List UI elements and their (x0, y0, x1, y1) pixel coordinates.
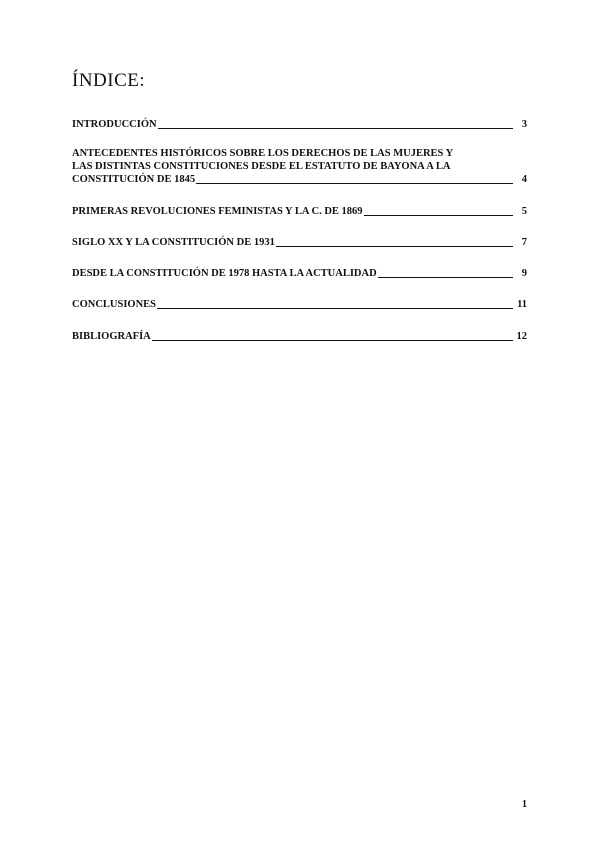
toc-entry-title-line: LAS DISTINTAS CONSTITUCIONES DESDE EL ESTATUTO DE BAYONA A LA (72, 161, 451, 172)
toc-leader-line (152, 339, 513, 341)
toc-entry-title: INTRODUCCIÓN (72, 119, 157, 130)
toc-entry-conclusiones[interactable] (72, 298, 527, 311)
toc-entry-introduccion[interactable] (72, 118, 527, 131)
toc-entry-page: 9 (521, 268, 527, 279)
toc-entry-page: 7 (521, 237, 527, 248)
toc-leader-line (378, 276, 513, 278)
toc-entry-title: CONCLUSIONES (72, 299, 157, 310)
toc-entry-title: BIBLIOGRAFÍA (72, 331, 151, 342)
toc-entry-siglo-xx[interactable] (72, 236, 527, 249)
toc-entry-title: PRIMERAS REVOLUCIONES FEMINISTAS Y LA C. DE 1869 (72, 206, 363, 217)
toc-leader-line (158, 127, 513, 129)
toc-entry-title-line: ANTECEDENTES HISTÓRICOS SOBRE LOS DERECHOS DE LAS MUJERES Y (72, 148, 454, 159)
toc-leader-line (364, 214, 513, 216)
toc-entry-antecedentes[interactable] (72, 147, 527, 186)
toc-entry-title: DESDE LA CONSTITUCIÓN DE 1978 HASTA LA ACTUALIDAD (72, 268, 377, 279)
toc-entry-page: 12 (516, 331, 527, 342)
toc-entry-title: CONSTITUCIÓN DE 1845 (72, 174, 196, 185)
toc-leader-line (196, 182, 513, 184)
toc-entry-page: 4 (521, 174, 527, 185)
toc-entry-bibliografia[interactable] (72, 330, 527, 343)
page-number: 1 (522, 799, 527, 810)
toc-entry-desde-1978[interactable] (72, 267, 527, 280)
toc-entry-primeras-revoluciones[interactable] (72, 205, 527, 218)
toc-entry-page: 11 (517, 299, 527, 310)
toc-leader-line (276, 245, 513, 247)
toc-leader-line (157, 307, 513, 309)
page-title: ÍNDICE: (72, 70, 146, 91)
toc-entry-page: 5 (521, 206, 527, 217)
toc-entry-title: SIGLO XX Y LA CONSTITUCIÓN DE 1931 (72, 237, 275, 248)
toc-entry-page: 3 (521, 119, 527, 130)
